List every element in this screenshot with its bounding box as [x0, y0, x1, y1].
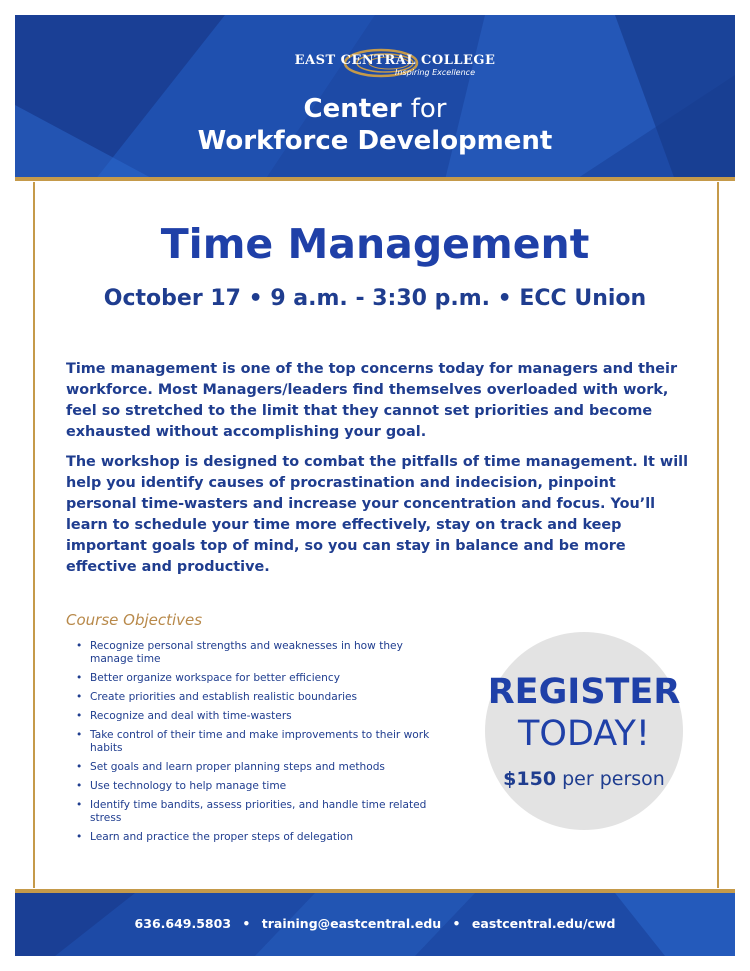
- objective-item: [76, 710, 446, 723]
- bullet-icon: •: [76, 831, 83, 843]
- footer-banner: [15, 893, 735, 956]
- objective-text: Recognize and deal with time-wasters: [90, 710, 292, 722]
- objective-text: Take control of their time and make improvements to their work habits: [90, 729, 430, 754]
- contact-info: [15, 916, 735, 931]
- description-paragraph-1: Time management is one of the top concerns today for managers and their workforce. Most Managers/leaders find themselves overloaded with work, feel so stretched to the limit that they cannot set priorities and become exhausted without accomplishing your goal.: [66, 361, 678, 440]
- objective-item: [76, 640, 446, 666]
- register-line2: TODAY!: [518, 714, 650, 754]
- objectives-heading: Course Objectives: [66, 611, 203, 629]
- college-name: EAST CENTRAL COLLEGE: [294, 53, 496, 68]
- center-title-bold: Center: [303, 94, 402, 124]
- college-logo: [15, 49, 735, 77]
- footer-email[interactable]: training@eastcentral.edu: [261, 916, 442, 931]
- objective-text: Better organize workspace for better efficiency: [90, 672, 340, 684]
- footer-phone[interactable]: 636.649.5803: [134, 916, 232, 931]
- objective-text: Set goals and learn proper planning steps and methods: [90, 761, 385, 773]
- center-title-line2: Workforce Development: [197, 126, 553, 156]
- objective-item: [76, 799, 446, 825]
- bullet-icon: •: [76, 729, 83, 741]
- footer-separator: •: [242, 916, 251, 931]
- college-tagline: Inspiring Excellence: [395, 68, 475, 77]
- page-title: Time Management: [160, 220, 590, 268]
- objective-text: Learn and practice the proper steps of delegation: [90, 831, 354, 843]
- register-line1: REGISTER: [487, 672, 681, 712]
- objective-item: [76, 729, 446, 755]
- description-paragraph-2: The workshop is designed to combat the pitfalls of time management. It will help you identify causes of procrastination and indecision, pinpoint personal time-wasters and increase your concentration and focus. You’ll learn to schedule your time more effectively, stay on track and keep important goals top of mind, so you can stay in balance and be more effective and productive.: [66, 454, 689, 575]
- bullet-icon: •: [76, 710, 83, 722]
- price-amount: $150: [503, 768, 557, 790]
- center-title-light: for: [410, 94, 447, 124]
- bullet-icon: •: [76, 761, 83, 773]
- bullet-icon: •: [76, 691, 83, 703]
- objective-text: Use technology to help manage time: [90, 780, 287, 792]
- objectives-list: [76, 640, 446, 850]
- objective-text: Identify time bandits, assess priorities, and handle time related stress: [90, 799, 427, 824]
- bullet-icon: •: [76, 780, 83, 792]
- footer-website[interactable]: eastcentral.edu/cwd: [471, 916, 616, 931]
- bullet-icon: •: [76, 672, 83, 684]
- price-suffix: per person: [562, 768, 665, 790]
- objective-item: [76, 672, 446, 685]
- objective-text: Recognize personal strengths and weaknesses in how they manage time: [90, 640, 403, 665]
- price-text: [470, 766, 698, 792]
- header-gold-rule: [15, 177, 735, 181]
- header-banner: [15, 15, 735, 180]
- event-details: October 17 • 9 a.m. - 3:30 p.m. • ECC Union: [103, 286, 647, 311]
- objective-text: Create priorities and establish realistic boundaries: [90, 691, 358, 703]
- objective-item: [76, 780, 446, 793]
- bullet-icon: •: [76, 799, 83, 811]
- footer-separator: •: [452, 916, 461, 931]
- objective-item: [76, 831, 446, 844]
- bullet-icon: •: [76, 640, 83, 652]
- objective-item: [76, 761, 446, 774]
- objective-item: [76, 691, 446, 704]
- center-title: [15, 93, 735, 157]
